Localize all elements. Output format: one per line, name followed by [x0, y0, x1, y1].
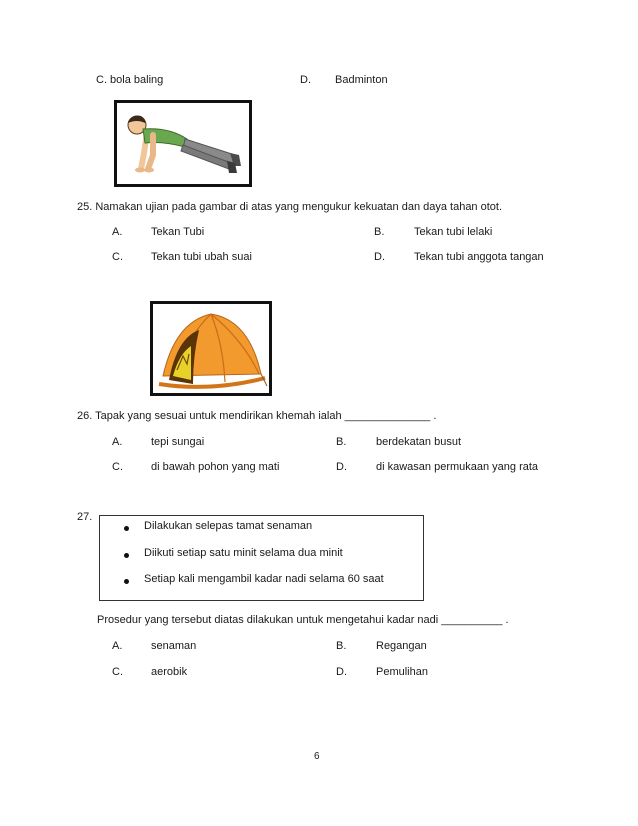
- q26-option-c-letter: C.: [112, 461, 123, 473]
- pushup-figure: [114, 100, 252, 187]
- q26-option-d-text: di kawasan permukaan yang rata: [376, 461, 539, 473]
- procedure-item-2: Diikuti setiap satu minit selama dua minit: [144, 547, 343, 559]
- q25-option-c-letter: C.: [112, 251, 123, 263]
- q25-option-c-text: Tekan tubi ubah suai: [151, 251, 252, 263]
- q27-option-b-text: Regangan: [376, 640, 427, 652]
- q27-option-a-letter: A.: [112, 640, 123, 652]
- q25-option-b-text: Tekan tubi lelaki: [414, 226, 493, 238]
- page-number: 6: [314, 751, 320, 762]
- q27-option-a-text: senaman: [151, 640, 197, 652]
- question-27-number: 27.: [77, 511, 93, 523]
- option-d-prev-letter: D.: [300, 74, 311, 86]
- tent-figure: [150, 301, 272, 396]
- q26-option-b-text: berdekatan busut: [376, 436, 462, 448]
- q27-option-c-letter: C.: [112, 666, 123, 678]
- q25-option-a-text: Tekan Tubi: [151, 226, 205, 238]
- question-26-text: 26. Tapak yang sesuai untuk mendirikan khemah ialah ______________ .: [77, 410, 437, 422]
- q25-option-d-letter: D.: [374, 251, 385, 263]
- bullet-icon: [124, 579, 129, 584]
- question-25-text: 25. Namakan ujian pada gambar di atas yang mengukur kekuatan dan daya tahan otot.: [77, 201, 503, 213]
- bullet-icon: [124, 553, 129, 558]
- procedure-box: [99, 515, 424, 601]
- q25-option-d-text: Tekan tubi anggota tangan: [414, 251, 544, 263]
- question-27-text: Prosedur yang tersebut diatas dilakukan untuk mengetahui kadar nadi __________ .: [97, 614, 509, 626]
- q26-option-d-letter: D.: [336, 461, 347, 473]
- q27-option-d-letter: D.: [336, 666, 347, 678]
- q27-option-c-text: aerobik: [151, 666, 188, 678]
- q27-option-b-letter: B.: [336, 640, 347, 652]
- q26-option-a-text: tepi sungai: [151, 436, 205, 448]
- procedure-item-3: Setiap kali mengambil kadar nadi selama 60 saat: [144, 573, 384, 585]
- q25-option-a-letter: A.: [112, 226, 123, 238]
- q26-option-a-letter: A.: [112, 436, 123, 448]
- tent-illustration: [153, 304, 269, 393]
- pushup-illustration: [117, 103, 249, 184]
- procedure-item-1: Dilakukan selepas tamat senaman: [144, 520, 313, 532]
- q26-option-c-text: di bawah pohon yang mati: [151, 461, 280, 473]
- bullet-icon: [124, 526, 129, 531]
- option-c-prev: C. bola baling: [96, 74, 164, 86]
- q25-option-b-letter: B.: [374, 226, 385, 238]
- option-d-prev-text: Badminton: [335, 74, 388, 86]
- q27-option-d-text: Pemulihan: [376, 666, 428, 678]
- q26-option-b-letter: B.: [336, 436, 347, 448]
